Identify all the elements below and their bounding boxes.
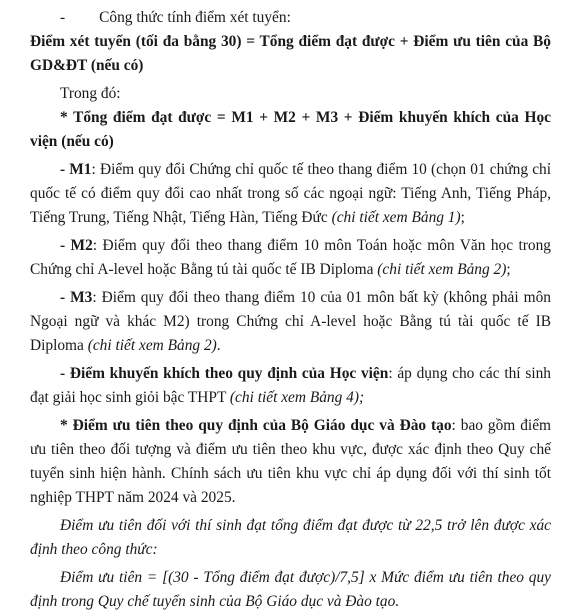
priority-formula: [30, 566, 551, 614]
formula-heading: [30, 6, 551, 30]
bonus-points-label: - Điểm khuyến khích theo quy định của Học viện: [60, 365, 389, 382]
m1-label: - M1: [60, 161, 92, 178]
m2-definition: [30, 234, 551, 282]
m3-tail: .: [216, 337, 221, 354]
priority-points-text: : bao gồm điểm ưu tiên theo đối tượng và điểm ưu tiên theo khu vực, được xác định theo Quy chế tuyển sinh hiện hành. Chính sách ưu tiên khu vực chỉ áp dụng đối với thí sinh tốt nghiệp THPT năm 2024 và 2025.: [30, 417, 551, 506]
m3-label: - M3: [60, 289, 93, 306]
where-label: [30, 82, 551, 106]
m2-reference: (chi tiết xem Bảng 2): [377, 261, 507, 278]
formula-heading-text: Công thức tính điểm xét tuyển:: [99, 9, 291, 26]
m2-label: - M2: [60, 237, 93, 254]
m3-definition: [30, 286, 551, 358]
priority-points-label: * Điểm ưu tiên theo quy định của Bộ Giáo dục và Đào tạo: [60, 417, 452, 434]
m3-reference: (chi tiết xem Bảng 2): [87, 337, 217, 354]
m1-reference: (chi tiết xem Bảng 1): [331, 209, 461, 226]
priority-condition-text: Điểm ưu tiên đối với thí sinh đạt tổng điểm đạt được từ 22,5 trở lên được xác định theo công thức:: [30, 517, 551, 558]
priority-points-definition: [30, 414, 551, 510]
where-label-text: Trong đó:: [60, 85, 121, 102]
bonus-points-reference: (chi tiết xem Bảng 4);: [229, 389, 365, 406]
m1-text: : Điểm quy đổi Chứng chỉ quốc tế theo thang điểm 10 (chọn 01 chứng chỉ quốc tế có điểm quy đổi cao nhất trong số các ngoại ngữ: Tiếng Anh, Tiếng Pháp, Tiếng Trung, Tiếng Nhật, Tiếng Hàn, Tiếng Đức: [30, 161, 551, 226]
priority-condition: [30, 514, 551, 562]
m2-text: : Điểm quy đổi theo thang điểm 10 môn Toán hoặc môn Văn học trong Chứng chỉ A-level hoặc Bằng tú tài quốc tế IB Diploma: [30, 237, 551, 278]
m2-tail: ;: [506, 261, 511, 278]
bonus-points-definition: [30, 362, 551, 410]
main-formula-text: Điểm xét tuyển (tối đa bằng 30) = Tổng điểm đạt được + Điểm ưu tiên của Bộ GD&ĐT (nếu có): [30, 33, 551, 74]
list-dash: -: [60, 9, 66, 26]
m1-definition: [30, 158, 551, 230]
main-formula: [30, 30, 551, 78]
priority-formula-text: Điểm ưu tiên = [(30 - Tổng điểm đạt được)/7,5] x Mức điểm ưu tiên theo quy định trong Quy chế tuyển sinh của Bộ Giáo dục và Đào tạo.: [30, 569, 551, 610]
bonus-points-text: : áp dụng cho các thí sinh đạt giải học sinh giỏi bậc THPT: [30, 365, 551, 406]
total-score-formula: [30, 106, 551, 154]
total-score-formula-text: * Tổng điểm đạt được = M1 + M2 + M3 + Điểm khuyến khích của Học viện (nếu có): [30, 109, 551, 150]
m3-text: : Điểm quy đổi theo thang điểm 10 của 01 môn bất kỳ (không phải môn Ngoại ngữ và khác M2) trong Chứng chỉ A-level hoặc Bằng tú tài quốc tế IB Diploma: [30, 289, 551, 354]
m1-tail: ;: [460, 209, 465, 226]
